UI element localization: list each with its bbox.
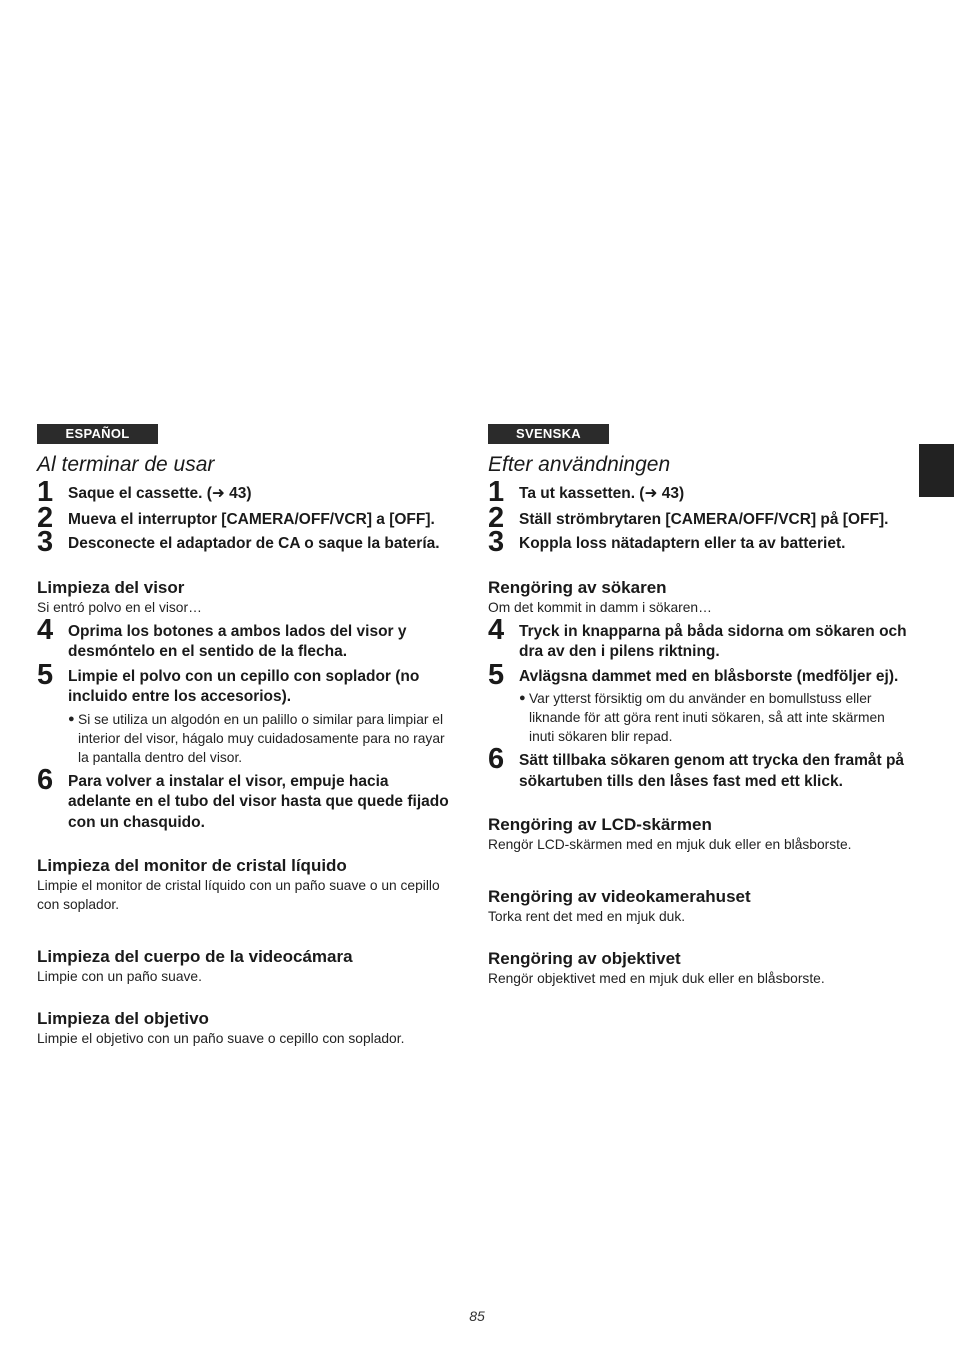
step-text: Sätt tillbaka sökaren genom att trycka den framåt på sökartuben tills den låses fast med ett klick. <box>519 752 905 790</box>
step-text: Limpie el polvo con un cepillo con soplador (no incluido entre los accesorios). <box>68 667 420 705</box>
step-text: Ta ut kassetten. (➜ 43) <box>519 485 685 502</box>
step-4 <box>37 613 455 663</box>
step-text: Para volver a instalar el visor, empuje hacia adelante en el tubo del visor hasta que quede fijado con un chasquido. <box>68 772 449 831</box>
section-title: Al terminar de usar <box>37 453 215 476</box>
viewfinder-heading: Rengöring av sökaren <box>488 577 667 597</box>
step-6 <box>37 763 455 834</box>
language-tag: SVENSKA <box>488 424 609 444</box>
lens-desc: Rengör objektivet med en mjuk duk eller en blåsborste. <box>488 971 825 986</box>
body-desc: Limpie con un paño suave. <box>37 969 202 984</box>
bullet-dot-icon: ● <box>68 712 75 725</box>
step-text: Koppla loss nätadaptern eller ta av batteriet. <box>519 535 846 552</box>
step-number: 4 <box>488 613 505 646</box>
note-text: Si se utiliza un algodón en un palillo o similar para limpiar el interior del visor, hágalo muy cuidadosamente para no rayar la pantalla dentro del visor. <box>78 711 445 765</box>
step-6 <box>488 743 908 792</box>
step-5 <box>37 658 455 767</box>
step-text: Desconecte el adaptador de CA o saque la batería. <box>68 535 440 552</box>
note-bullet <box>68 710 455 767</box>
step-number: 1 <box>488 476 505 508</box>
step-text: Ställ strömbrytaren [CAMERA/OFF/VCR] på [OFF]. <box>519 510 889 528</box>
lcd-heading: Limpieza del monitor de cristal líquido <box>37 856 347 875</box>
step-text: Avlägsna dammet med en blåsborste (medföljer ej). <box>519 667 899 685</box>
lens-desc: Limpie el objetivo con un paño suave o cepillo con soplador. <box>37 1031 405 1046</box>
column-spanish <box>37 424 455 1048</box>
lens-heading: Rengöring av objektivet <box>488 949 681 968</box>
note-bullet <box>519 689 908 746</box>
body-heading: Rengöring av videokamerahuset <box>488 887 751 906</box>
step-number: 4 <box>37 613 54 646</box>
step-number: 6 <box>488 743 505 775</box>
step-1 <box>488 476 908 508</box>
column-swedish <box>488 424 908 988</box>
step-5 <box>488 658 908 747</box>
step-text: Mueva el interruptor [CAMERA/OFF/VCR] a [OFF]. <box>68 510 435 528</box>
section-tab-marker <box>919 444 954 497</box>
step-text: Saque el cassette. (➜ 43) <box>68 485 252 502</box>
step-number: 6 <box>37 763 54 796</box>
viewfinder-intro: Si entró polvo en el visor… <box>37 599 202 615</box>
lcd-desc: Rengör LCD-skärmen med en mjuk duk eller en blåsborste. <box>488 837 852 852</box>
step-2 <box>37 501 455 534</box>
step-number: 3 <box>488 526 505 558</box>
step-number: 5 <box>37 658 54 691</box>
lcd-desc: Limpie el monitor de cristal líquido con un paño suave o un cepillo con soplador. <box>37 878 440 912</box>
step-text: Tryck in knapparna på båda sidorna om sökaren och dra av den i pilens riktning. <box>519 622 907 660</box>
page-number: 85 <box>469 1308 485 1324</box>
step-number: 1 <box>37 476 54 508</box>
lcd-heading: Rengöring av LCD-skärmen <box>488 815 712 834</box>
step-number: 2 <box>488 501 505 534</box>
step-1 <box>37 476 455 508</box>
bullet-dot-icon: ● <box>519 692 526 704</box>
body-desc: Torka rent det med en mjuk duk. <box>488 909 686 924</box>
viewfinder-intro: Om det kommit in damm i sökaren… <box>488 599 712 615</box>
lens-heading: Limpieza del objetivo <box>37 1009 209 1028</box>
language-tag: ESPAÑOL <box>37 424 158 444</box>
note-text: Var ytterst försiktig om du använder en bomullstuss eller liknande för att göra rent inuti sökaren, så att inte skärmen inuti sökaren blir repad. <box>529 691 885 744</box>
body-heading: Limpieza del cuerpo de la videocámara <box>37 947 353 966</box>
step-number: 5 <box>488 658 505 691</box>
section-title: Efter användningen <box>488 453 671 476</box>
step-number: 2 <box>37 501 54 534</box>
step-3 <box>488 526 908 558</box>
viewfinder-heading: Limpieza del visor <box>37 577 185 597</box>
step-2 <box>488 501 908 534</box>
step-4 <box>488 613 908 663</box>
step-number: 3 <box>37 526 54 558</box>
step-3 <box>37 526 455 558</box>
step-text: Oprima los botones a ambos lados del visor y desmóntelo en el sentido de la flecha. <box>68 622 407 660</box>
